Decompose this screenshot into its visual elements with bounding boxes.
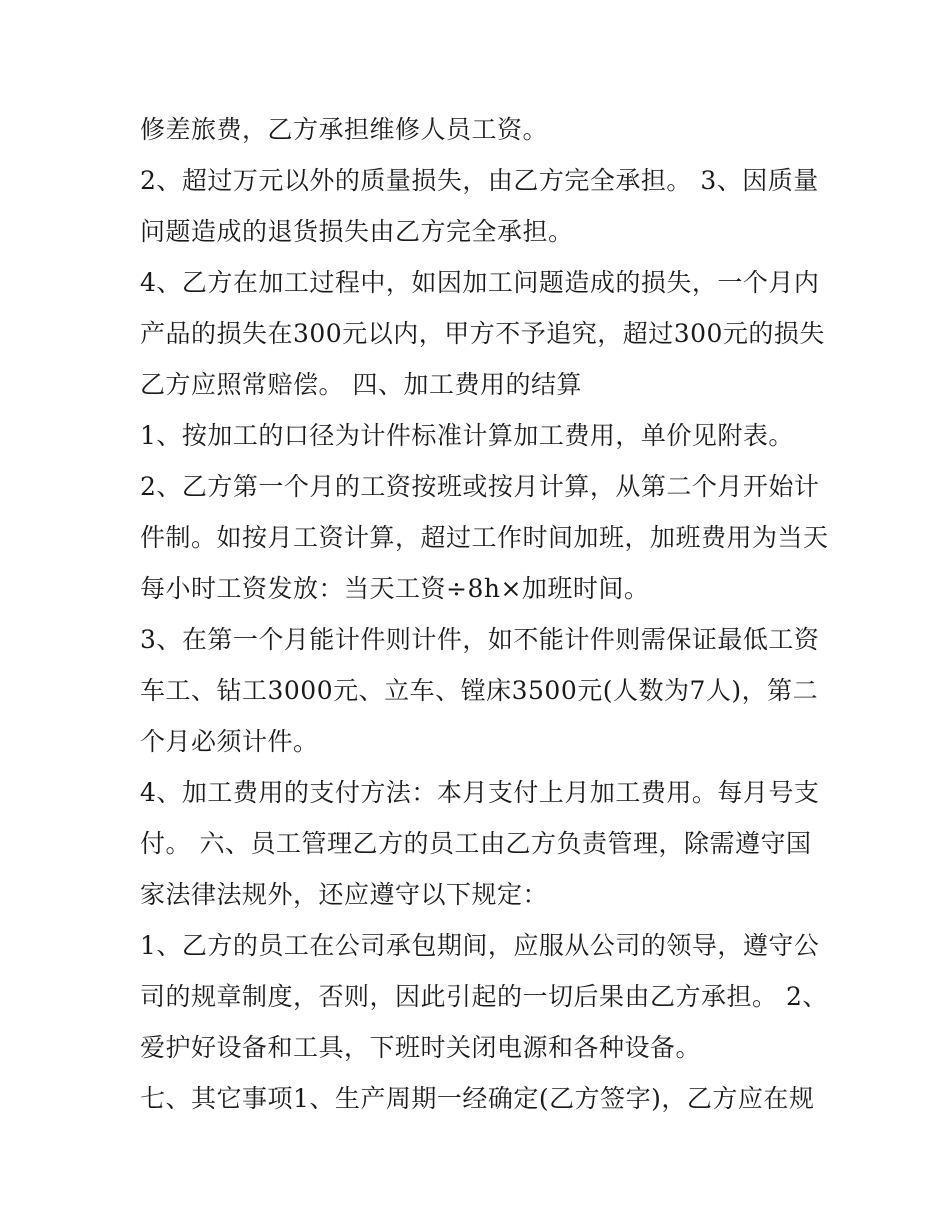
text-line: 乙方应照常赔偿。 四、加工费用的结算 [140,370,582,399]
text-line: 家法律法规外，还应遵守以下规定： [140,880,549,909]
text-line: 七、其它事项1、生产周期一经确定(乙方签字)，乙方应在规 [140,1084,815,1113]
text-line: 件制。如按月工资计算，超过工作时间加班，加班费用为当天 [140,523,829,552]
text-line: 1、按加工的口径为计件标准计算加工费用，单价见附表。 [140,421,794,450]
text-line: 2、超过万元以外的质量损失，由乙方完全承担。 3、因质量 [140,166,819,195]
text-line: 4、加工费用的支付方法：本月支付上月加工费用。每月号支 [140,778,820,807]
text-line: 修差旅费，乙方承担维修人员工资。 [140,115,549,144]
text-line: 付。 六、员工管理乙方的员工由乙方负责管理，除需遵守国 [140,829,812,858]
text-line: 问题造成的退货损失由乙方完全承担。 [140,217,574,246]
text-line: 产品的损失在300元以内，甲方不予追究，超过300元的损失 [140,319,825,348]
text-line: 4、乙方在加工过程中，如因加工问题造成的损失，一个月内 [140,268,820,297]
text-line: 个月必须计件。 [140,727,319,756]
text-line: 3、在第一个月能计件则计件，如不能计件则需保证最低工资 [140,625,820,654]
text-line: 每小时工资发放：当天工资÷8h×加班时间。 [140,574,650,603]
text-line: 司的规章制度，否则，因此引起的一切后果由乙方承担。 2、 [140,982,828,1011]
text-line: 车工、钻工3000元、立车、镗床3500元(人数为7人)，第二 [140,676,819,705]
text-line: 1、乙方的员工在公司承包期间，应服从公司的领导，遵守公 [140,931,820,960]
text-line: 2、乙方第一个月的工资按班或按月计算，从第二个月开始计 [140,472,820,501]
text-line: 爱护好设备和工具，下班时关闭电源和各种设备。 [140,1033,702,1062]
